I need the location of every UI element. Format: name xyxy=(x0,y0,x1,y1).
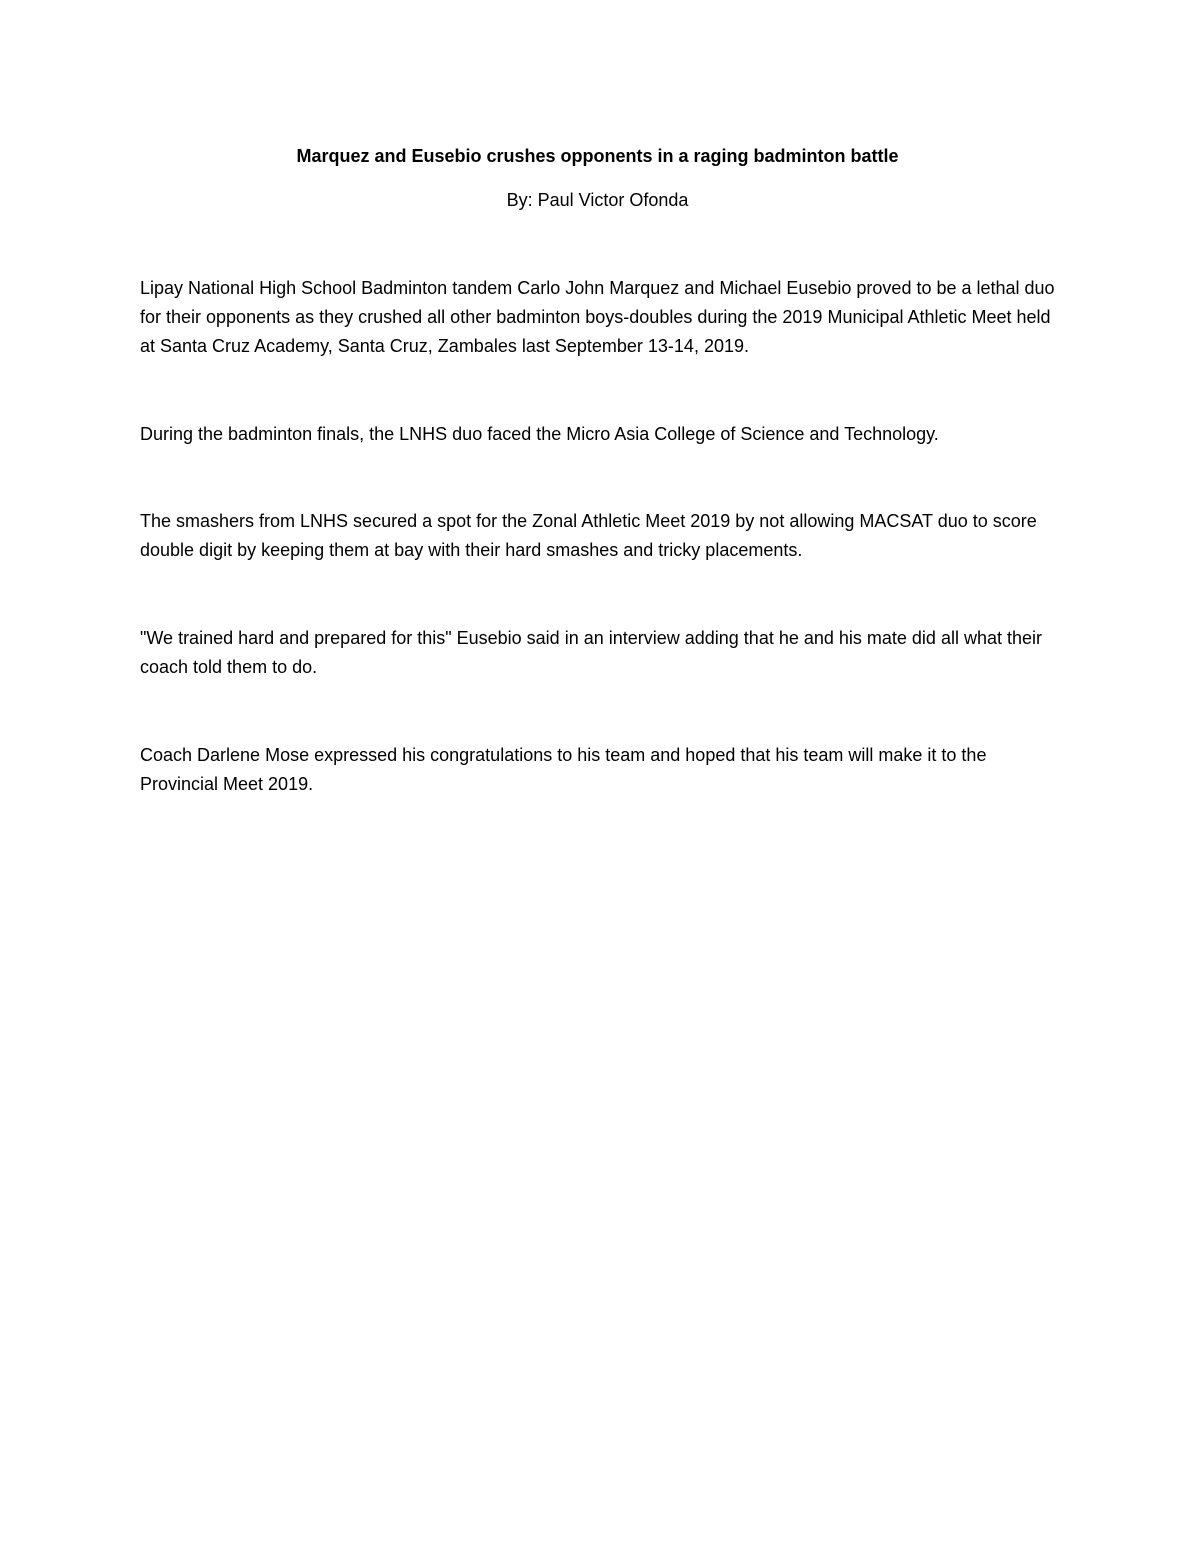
article-paragraph: Coach Darlene Mose expressed his congratulations to his team and hoped that his team will make it to the Provincial Meet 2019. xyxy=(140,745,987,794)
article-paragraph: During the badminton finals, the LNHS duo faced the Micro Asia College of Science and Technology. xyxy=(140,424,939,444)
article-paragraph: The smashers from LNHS secured a spot for the Zonal Athletic Meet 2019 by not allowing MACSAT duo to score double digit by keeping them at bay with their hard smashes and tricky placements. xyxy=(140,511,1037,560)
article-title: Marquez and Eusebio crushes opponents in a raging badminton battle xyxy=(296,146,899,166)
article-byline: By: Paul Victor Ofonda xyxy=(506,190,689,210)
article-paragraph: Lipay National High School Badminton tandem Carlo John Marquez and Michael Eusebio proved to be a lethal duo for their opponents as they crushed all other badminton boys-doubles during the 2019 Municipal Athletic Meet held at Santa Cruz Academy, Santa Cruz, Zambales last September 13-14, 2019. xyxy=(140,278,1055,356)
article-paragraph: "We trained hard and prepared for this" Eusebio said in an interview adding that he and his mate did all what their coach told them to do. xyxy=(140,628,1042,677)
